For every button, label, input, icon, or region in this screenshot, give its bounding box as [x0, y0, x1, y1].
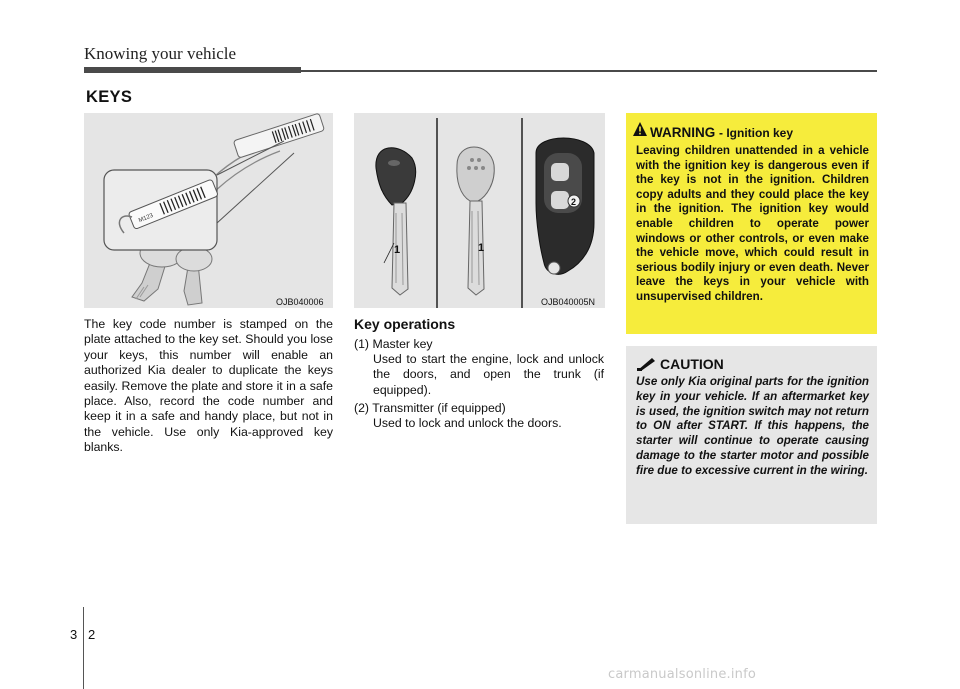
- caution-text: Use only Kia original parts for the ignition key in your vehicle. If an aftermarket key is used, the ignition switch may not return to ON after START. If this happens, the starter will continue to operate causing damage to the starter motor and possible fire due to excessive current in the wiring.: [636, 375, 869, 477]
- transmitter-fob: [536, 138, 594, 274]
- master-key-light: [457, 147, 494, 295]
- key-code-paragraph: The key code number is stamped on the plate attached to the key set. Should you lose your keys, this number will enable an authorized Kia dealer to duplicate the keys easily. Remove the plate and store it in a safe place. Also, record the code number and keep it in a safe and handy place, but not in the vehicle. Use only Kia-approved key blanks.: [84, 317, 333, 455]
- key-op-desc-2: Used to lock and unlock the doors.: [373, 416, 562, 430]
- warning-title-main: WARNING: [650, 125, 716, 140]
- caution-title: CAUTION: [660, 356, 724, 372]
- header-title: Knowing your vehicle: [84, 44, 237, 63]
- key-op-label-2: (2) Transmitter (if equipped): [354, 401, 506, 415]
- section-title: KEYS: [86, 88, 133, 106]
- watermark: carmanualsonline.info: [608, 667, 757, 682]
- warning-title-sub: - Ignition key: [719, 126, 794, 140]
- key-op-desc-1: Used to start the engine, lock and unlock the doors, and open the trunk (if equipped).: [373, 352, 604, 397]
- warning-text: Leaving children unattended in a vehicle with the ignition key is dangerous even if the key is not in the ignition. Children copy adults and they could place the key in the ignition. The ignition key would enable children to operate power windows or other controls, or even make the vehicle move, which could result in serious bodily injury or even death. Never leave the keys in your vehicle with unsupervised children.: [636, 144, 869, 303]
- keys-figure: [354, 113, 605, 308]
- page-number: 2: [88, 627, 96, 642]
- key-set-illustration: [84, 113, 333, 308]
- keys-illustration: [354, 113, 605, 308]
- svg-text:M123: M123: [138, 212, 155, 225]
- right-figure-caption: OJB040005N: [541, 297, 596, 307]
- master-key-dark: [376, 148, 416, 295]
- caution-pencil-icon: [636, 356, 656, 372]
- warning-title: [650, 125, 793, 140]
- left-figure-caption: OJB040006: [276, 297, 324, 307]
- callout-1-right: 1: [478, 242, 485, 254]
- callout-2: 2: [571, 197, 577, 207]
- key-op-label-1: (1) Master key: [354, 337, 433, 351]
- header-rule-thin: [301, 70, 877, 72]
- warning-triangle-icon: [632, 121, 648, 137]
- footer-divider: [83, 607, 84, 689]
- key-operations-heading: Key operations: [354, 316, 456, 332]
- callout-1-left: 1: [394, 244, 401, 256]
- header-rule-thick: [84, 67, 301, 73]
- chapter-number: 3: [70, 627, 78, 642]
- key-code-plate-figure: [84, 113, 333, 308]
